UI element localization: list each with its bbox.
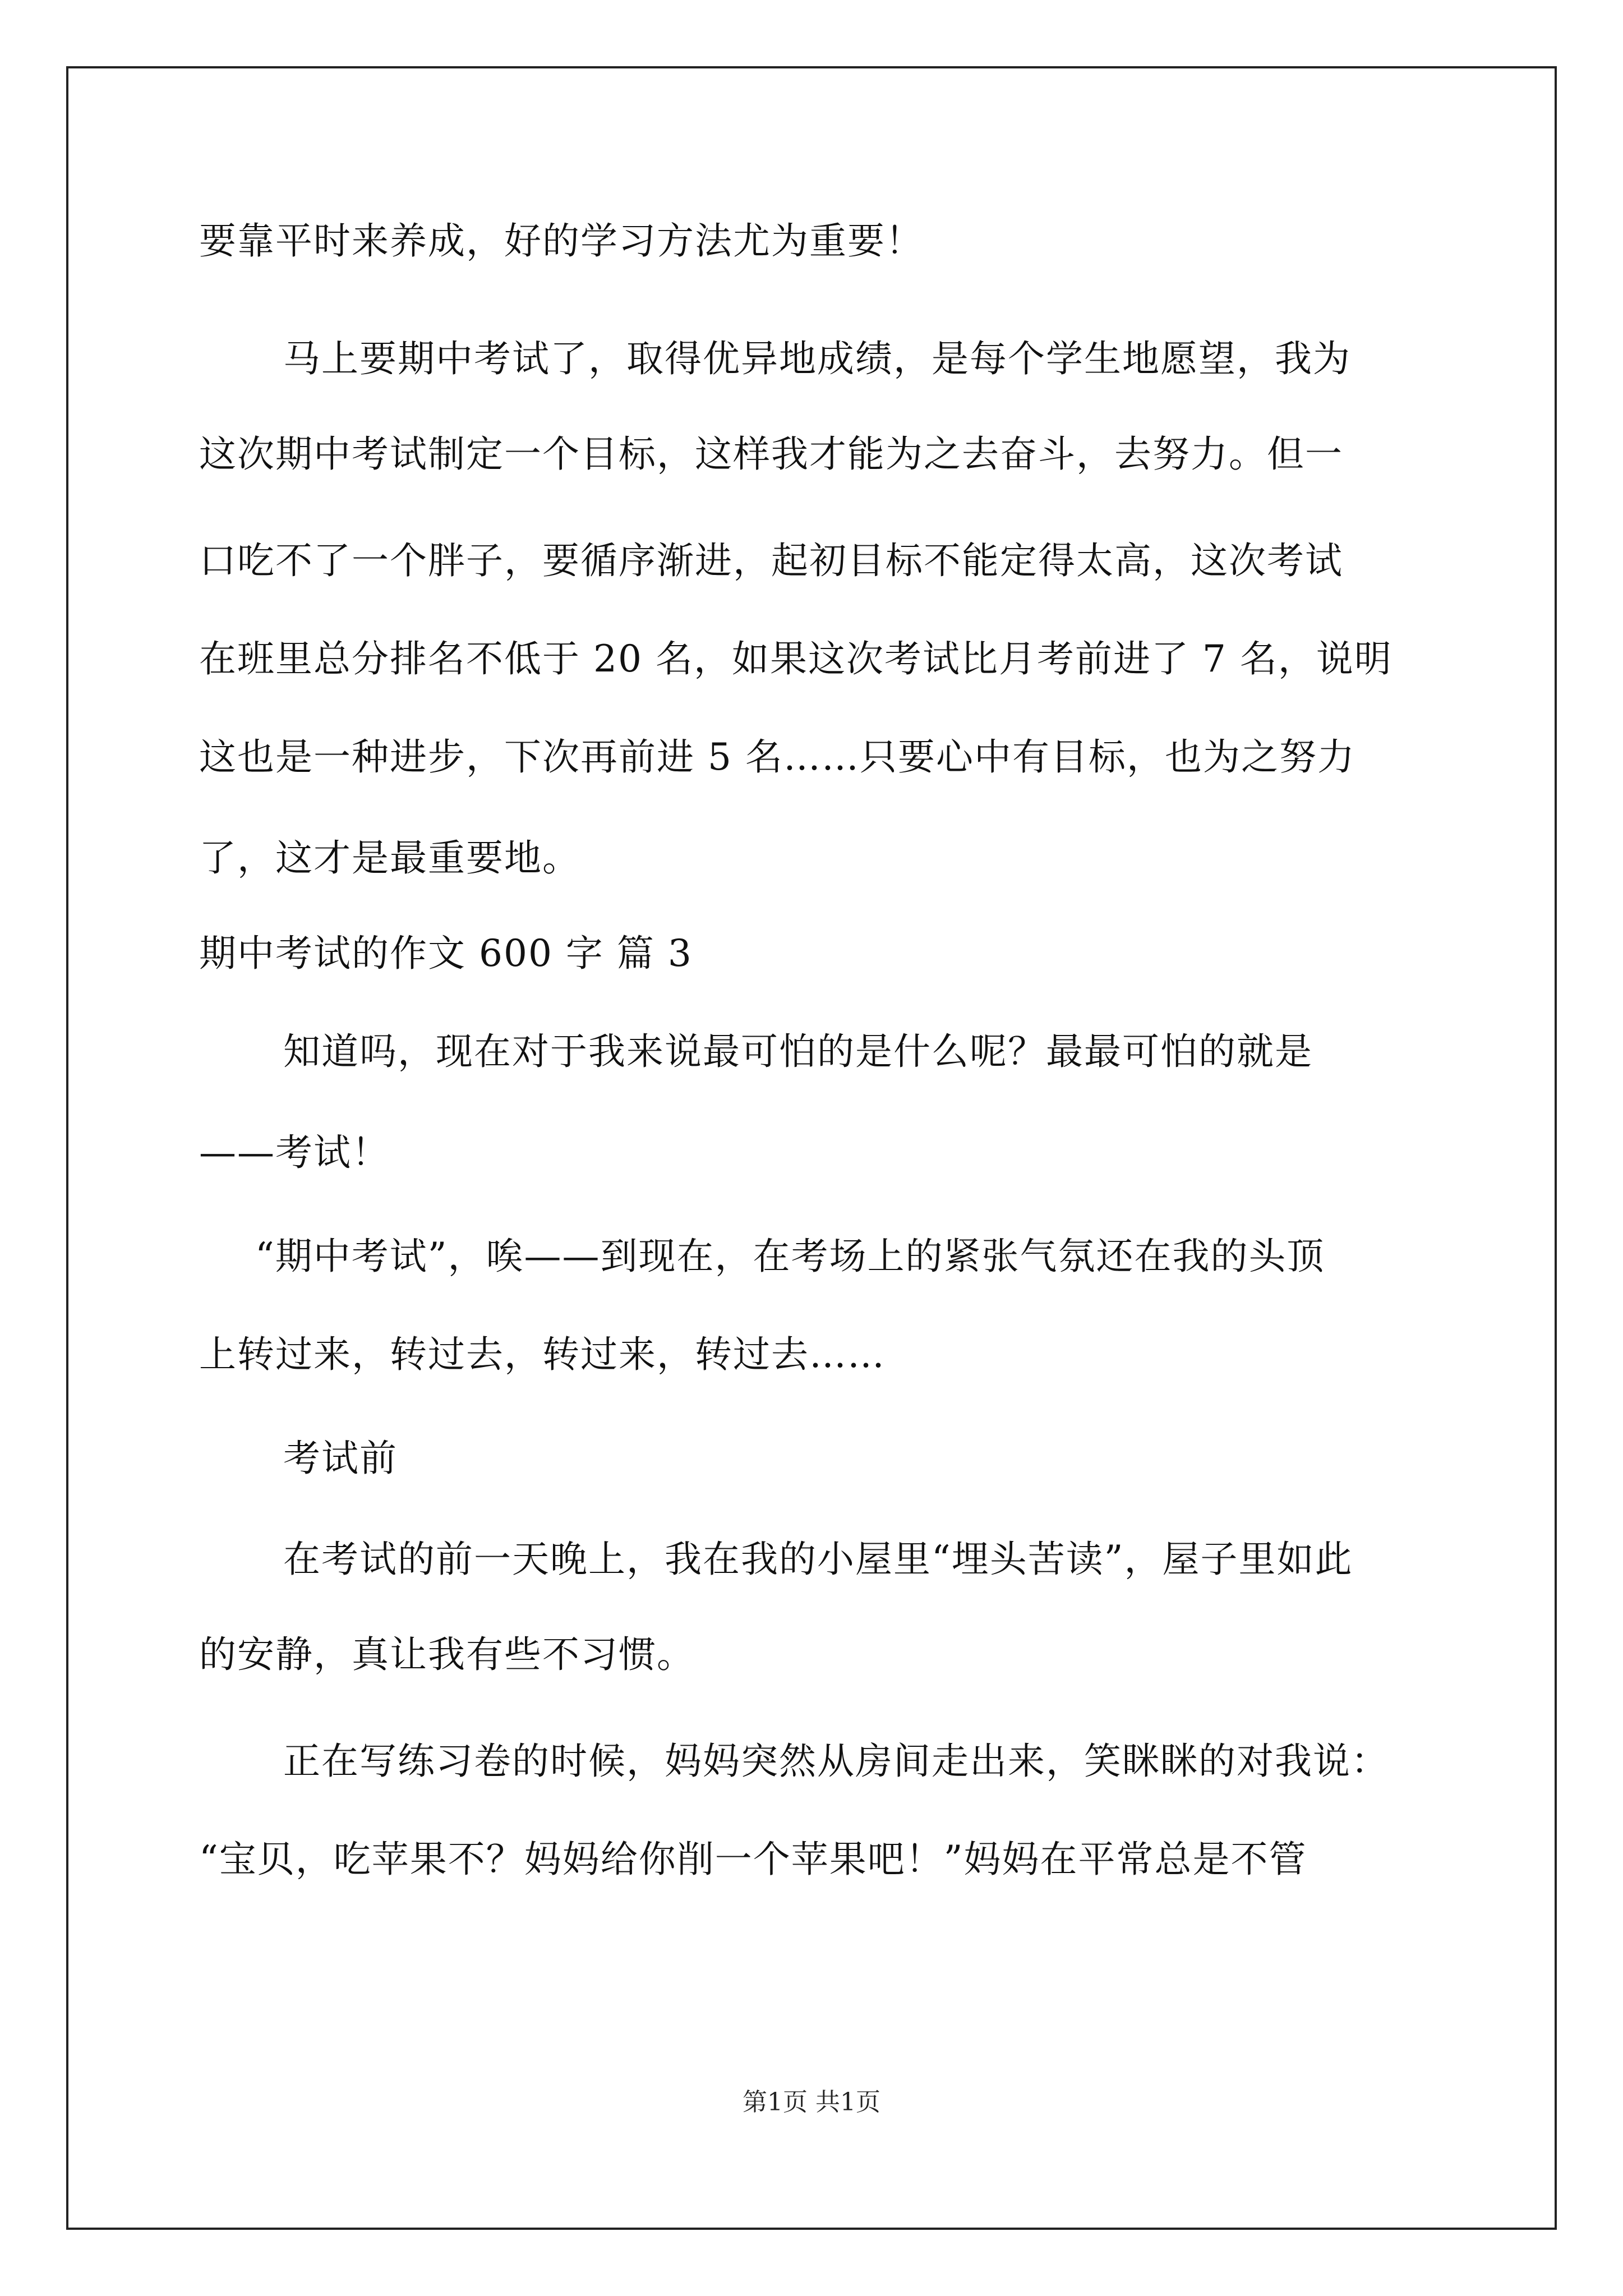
text-line: 的安静，真让我有些不习惯。 [199, 1633, 695, 1676]
text-line: 马上要期中考试了，取得优异地成绩，是每个学生地愿望，我为 [283, 337, 1351, 380]
text-line: 这次期中考试制定一个目标，这样我才能为之去奋斗，去努力。但一 [199, 432, 1343, 476]
text-line: 上转过来，转过去，转过来，转过去…… [199, 1333, 886, 1376]
text-line: 要靠平时来养成，好的学习方法尤为重要！ [199, 219, 924, 263]
text-line: 这也是一种进步，下次再前进 5 名……只要心中有目标，也为之努力 [199, 735, 1355, 779]
text-line: “宝贝，吃苹果不？妈妈给你削一个苹果吧！”妈妈在平常总是不管 [199, 1838, 1307, 1881]
text-line: 正在写练习卷的时候，妈妈突然从房间走出来，笑眯眯的对我说： [283, 1740, 1389, 1783]
text-line: 口吃不了一个胖子，要循序渐进，起初目标不能定得太高，这次考试 [199, 539, 1343, 582]
page-number: 第1页 共1页 [743, 2088, 880, 2116]
text-line: 了，这才是最重要地。 [199, 836, 580, 880]
text-line: 在考试的前一天晚上，我在我的小屋里“埋头苦读”，屋子里如此 [283, 1538, 1353, 1581]
text-line: ——考试！ [199, 1131, 390, 1174]
subheading: 考试前 [283, 1437, 398, 1480]
text-line: “期中考试”，唉——到现在，在考场上的紧张气氛还在我的头顶 [255, 1235, 1325, 1278]
text-line: 在班里总分排名不低于 20 名，如果这次考试比月考前进了 7 名，说明 [199, 637, 1393, 680]
section-heading: 期中考试的作文 600 字 篇 3 [199, 932, 693, 975]
text-line: 知道吗，现在对于我来说最可怕的是什么呢？最最可怕的就是 [283, 1030, 1313, 1073]
